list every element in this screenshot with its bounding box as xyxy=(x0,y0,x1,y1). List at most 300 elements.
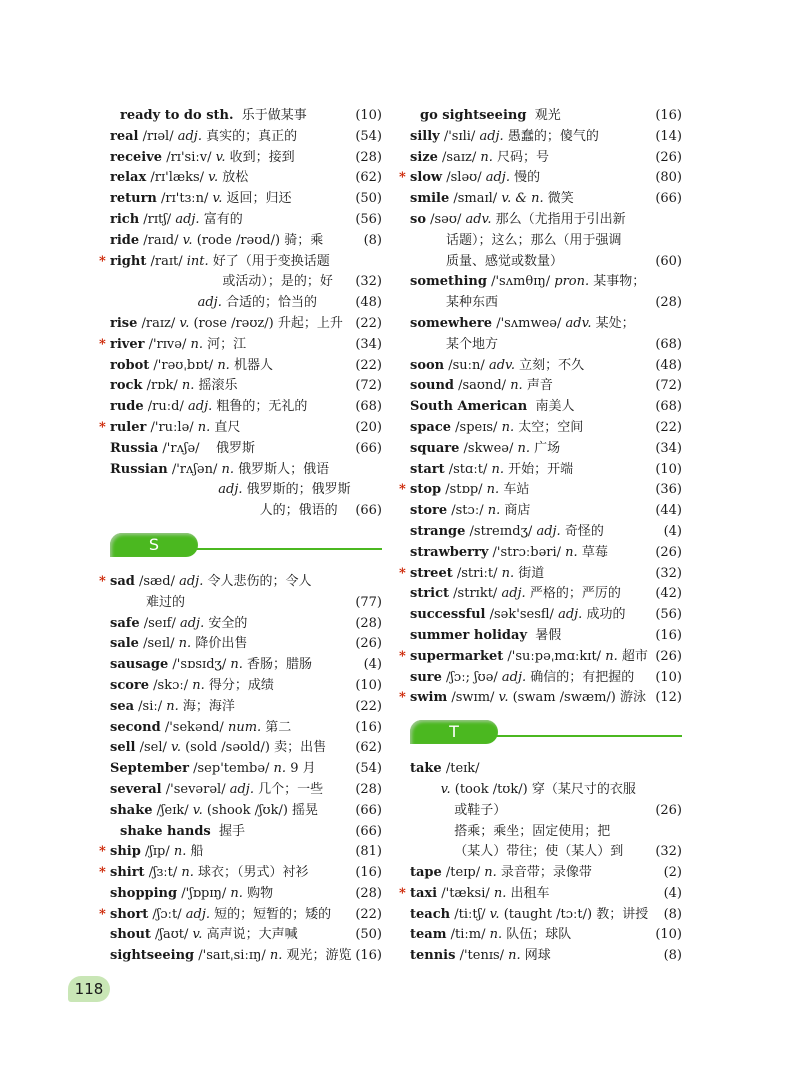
headword: tennis xyxy=(410,948,456,964)
glossary-entry xyxy=(110,376,382,397)
entry-line xyxy=(99,905,382,926)
part-of-speech: n. xyxy=(230,657,243,673)
entry-line xyxy=(410,252,682,273)
definition-text: (swam /swæm/) 游泳 xyxy=(508,690,646,706)
definition-text: /smaɪl/ xyxy=(449,191,502,207)
glossary-entry xyxy=(410,210,682,272)
entry-line xyxy=(410,905,682,926)
definition-text: 商店 xyxy=(500,503,531,519)
definition-text: 尺码；号 xyxy=(492,149,550,165)
entry-text xyxy=(110,738,326,759)
headword: real xyxy=(110,128,139,144)
definition-text: 立刻；不久 xyxy=(514,357,585,373)
entry-line xyxy=(110,614,382,635)
definition-text: 超市 xyxy=(617,648,648,664)
glossary-entry xyxy=(99,863,382,884)
entry-text xyxy=(110,480,351,501)
definition-text: 暑假 xyxy=(527,627,562,643)
definition-text: 粗鲁的；无礼的 xyxy=(212,399,308,415)
entry-line xyxy=(110,925,382,946)
entry-text xyxy=(110,272,333,293)
glossary-entry xyxy=(399,168,682,189)
definition-text: /'sɒsɪdʒ/ xyxy=(168,657,231,673)
page-reference: (68) xyxy=(655,336,682,352)
glossary-entry xyxy=(99,572,382,614)
part-of-speech: n. xyxy=(493,885,507,901)
page-reference: (66) xyxy=(355,440,382,456)
definition-text: (rode /rəʊd/) 骑；乘 xyxy=(192,232,324,248)
entry-text xyxy=(110,697,235,718)
part-of-speech: n. xyxy=(173,844,187,860)
headword: sound xyxy=(410,378,454,394)
definition-text: 观光 xyxy=(526,108,561,123)
glossary-entry xyxy=(410,522,682,543)
part-of-speech: n. xyxy=(178,636,192,652)
entry-text xyxy=(410,605,625,626)
headword: sad xyxy=(110,573,135,589)
part-of-speech: n. xyxy=(197,419,211,435)
entry-text xyxy=(110,884,273,905)
definition-text: 真实的；真正的 xyxy=(201,128,298,144)
entry-line xyxy=(399,480,682,501)
part-of-speech: adj. xyxy=(536,523,561,539)
entry-line xyxy=(110,439,382,460)
definition-text: 高声说；大声喊 xyxy=(202,927,298,943)
key-word-star-icon: * xyxy=(99,336,106,352)
part-of-speech: n. xyxy=(190,336,203,352)
key-word-star-icon: * xyxy=(99,253,106,269)
page-reference: (68) xyxy=(355,399,382,415)
page-reference: (4) xyxy=(363,657,382,673)
definition-text: /'sɪli/ xyxy=(439,128,480,144)
headword: shout xyxy=(110,927,151,943)
page-reference: (32) xyxy=(655,565,682,581)
definition-text: /'ruːlə/ xyxy=(146,419,198,435)
definition-text: 船 xyxy=(186,844,204,860)
headword: ready to do sth. xyxy=(120,108,234,123)
headword: ship xyxy=(110,844,141,860)
headword: return xyxy=(110,191,157,207)
part-of-speech: v. xyxy=(208,170,219,186)
entry-line xyxy=(99,842,382,863)
entry-line xyxy=(110,801,382,822)
definition-text: /'sʌmweə/ xyxy=(492,315,566,331)
definition-text: /skweə/ xyxy=(459,440,518,456)
entry-text xyxy=(410,252,563,273)
definition-text: 确信的；有把握的 xyxy=(526,669,635,685)
entry-text xyxy=(110,718,291,739)
entry-line xyxy=(410,189,682,210)
page-reference: (54) xyxy=(355,761,382,777)
page-reference: (68) xyxy=(655,399,682,415)
glossary-entry xyxy=(99,252,382,314)
page-reference: (10) xyxy=(655,927,682,943)
part-of-speech: adj. xyxy=(177,128,202,144)
entry-text xyxy=(410,439,560,460)
page-reference: (44) xyxy=(655,503,682,519)
entry-line xyxy=(99,252,382,273)
key-word-star-icon: * xyxy=(399,690,406,706)
glossary-entry xyxy=(110,801,382,822)
glossary-entry xyxy=(410,626,682,647)
headword: ruler xyxy=(110,419,147,435)
part-of-speech: n. xyxy=(221,461,234,477)
entry-text xyxy=(410,946,551,967)
part-of-speech: n. xyxy=(501,565,515,581)
definition-text: /ruːd/ xyxy=(143,399,188,415)
page-reference: (56) xyxy=(355,211,382,227)
definition-text: /tiːm/ xyxy=(446,927,490,943)
page-reference: (62) xyxy=(355,740,382,756)
headword: street xyxy=(410,565,453,581)
glossary-entry xyxy=(110,210,382,231)
definition-text: 海；海洋 xyxy=(178,698,235,714)
entry-text xyxy=(410,863,592,884)
entry-line xyxy=(399,688,682,709)
definition-text: 录音带；录像带 xyxy=(496,865,592,881)
definition-text: /'sʌmθɪŋ/ xyxy=(486,274,555,290)
glossary-entry xyxy=(410,418,682,439)
glossary-entry xyxy=(410,946,682,967)
entry-line xyxy=(410,626,682,647)
entry-text xyxy=(110,593,185,614)
definition-text: /streɪndʒ/ xyxy=(465,523,537,539)
definition-text: /'saɪtˌsiːɪŋ/ xyxy=(194,948,270,964)
page-reference: (10) xyxy=(355,677,382,693)
entry-text xyxy=(110,168,248,189)
headword: take xyxy=(410,761,442,777)
definition-text: 球衣；（男式）衬衫 xyxy=(193,865,309,881)
entry-line xyxy=(110,376,382,397)
definition-text: 令人悲伤的；令人 xyxy=(203,573,312,589)
entry-text xyxy=(410,168,540,189)
entry-line xyxy=(410,801,682,822)
glossary-entry xyxy=(99,418,382,439)
entry-text xyxy=(110,501,338,522)
definition-text: /sep'tembə/ xyxy=(189,761,274,777)
page-reference: (60) xyxy=(655,253,682,269)
page-reference: (26) xyxy=(655,544,682,560)
headword: space xyxy=(410,419,452,435)
glossary-entry xyxy=(410,106,682,127)
definition-text: 车站 xyxy=(499,482,530,498)
headword: shirt xyxy=(110,865,145,881)
page-reference: (28) xyxy=(355,885,382,901)
page-reference: (66) xyxy=(355,503,382,519)
definition-text: 握手 xyxy=(210,823,245,839)
definition-text: (took /tʊk/) 穿（某尺寸的衣服 xyxy=(450,781,636,797)
entry-line xyxy=(110,634,382,655)
part-of-speech: n. xyxy=(508,948,521,964)
headword: rock xyxy=(110,378,143,394)
part-of-speech: v. xyxy=(179,315,190,331)
entry-line xyxy=(110,946,382,967)
entry-line xyxy=(399,168,682,189)
definition-text: 或活动）；是的；好 xyxy=(148,274,333,290)
entry-line xyxy=(110,501,382,522)
definition-text: 俄罗斯的；俄罗斯 xyxy=(242,482,351,498)
definition-text: 收到；接到 xyxy=(225,149,295,165)
headword: river xyxy=(110,336,145,352)
definition-text: /striːt/ xyxy=(452,565,502,581)
definition-text: /swɪm/ xyxy=(447,690,499,706)
page-reference: (22) xyxy=(355,357,382,373)
definition-text: 草莓 xyxy=(577,544,608,560)
definition-text: 严格的；严厉的 xyxy=(525,586,621,602)
part-of-speech: n. xyxy=(501,419,515,435)
headword: swim xyxy=(410,690,448,706)
definition-text: /'ʃɒpɪŋ/ xyxy=(177,885,231,901)
definition-text: /'strɔːbəri/ xyxy=(488,544,566,560)
page-reference: (56) xyxy=(655,607,682,623)
definition-text: 那么（尤指用于引出新 xyxy=(491,211,626,227)
page-reference: (66) xyxy=(355,823,382,839)
definition-text: (sold /səʊld/) 卖；出售 xyxy=(180,740,327,756)
definition-text: /ʃɔː; ʃʊə/ xyxy=(441,669,502,685)
definition-text: 合适的；恰当的 xyxy=(221,295,317,311)
key-word-star-icon: * xyxy=(399,648,406,664)
definition-text: /ʃeɪk/ xyxy=(152,802,193,818)
glossary-entry xyxy=(399,884,682,905)
entry-text xyxy=(410,356,584,377)
page-reference: (20) xyxy=(355,419,382,435)
part-of-speech: n. xyxy=(484,865,497,881)
definition-text: 观光；游览 xyxy=(282,948,352,964)
headword: receive xyxy=(110,149,163,165)
part-of-speech: num. xyxy=(227,719,262,735)
part-of-speech: n. xyxy=(166,698,179,714)
entry-text xyxy=(410,905,648,926)
definition-text: 短的；短暂的；矮的 xyxy=(210,906,332,922)
definition-text: 得分；成绩 xyxy=(204,677,274,693)
definition-text: /ʃaʊt/ xyxy=(150,927,193,943)
headword: score xyxy=(110,677,150,693)
entry-line xyxy=(110,738,382,759)
definition-text: 难过的 xyxy=(146,594,186,610)
section-header-s xyxy=(110,532,382,560)
headword: September xyxy=(110,761,189,777)
part-of-speech: v. xyxy=(192,802,203,818)
entry-line xyxy=(399,564,682,585)
entry-line xyxy=(110,314,382,335)
page-reference: (28) xyxy=(355,615,382,631)
entry-text xyxy=(110,905,331,926)
glossary-entry xyxy=(410,460,682,481)
glossary-entry xyxy=(410,605,682,626)
definition-text: /ʃɜːt/ xyxy=(144,865,182,881)
entry-text xyxy=(110,252,330,273)
definition-text: 话题）；这么；那么（用于强调 xyxy=(446,232,622,248)
definition-text: 慢的 xyxy=(509,170,541,186)
definition-text: 某种东西 xyxy=(446,295,499,311)
entry-text xyxy=(410,397,574,418)
definition-text: 人的；俄语的 xyxy=(148,503,338,519)
entry-text xyxy=(110,460,329,481)
glossary-entry xyxy=(110,614,382,635)
part-of-speech: int. xyxy=(186,253,209,269)
entry-line xyxy=(110,718,382,739)
entry-text xyxy=(410,460,573,481)
definition-text: /strɪkt/ xyxy=(449,586,502,602)
glossary-entry xyxy=(399,647,682,668)
definition-text: （某人）带往；使（某人）到 xyxy=(446,844,624,860)
definition-text: /stɒp/ xyxy=(441,482,487,498)
headword: sale xyxy=(110,636,139,652)
headword: successful xyxy=(410,607,486,623)
glossary-entry xyxy=(410,272,682,314)
definition-text: 河；江 xyxy=(203,336,247,352)
entry-line xyxy=(410,314,682,335)
definition-text: 队伍；球队 xyxy=(502,927,572,943)
headword: soon xyxy=(410,357,445,373)
part-of-speech: adj. xyxy=(229,781,254,797)
entry-line xyxy=(410,106,682,127)
part-of-speech: n. xyxy=(181,378,195,394)
glossary-entry xyxy=(110,780,382,801)
glossary-entry xyxy=(99,842,382,863)
entry-text xyxy=(110,106,307,127)
entry-text xyxy=(410,801,506,822)
definition-text: 降价出售 xyxy=(191,636,248,652)
entry-line xyxy=(110,480,382,501)
page-reference: (36) xyxy=(655,482,682,498)
key-word-star-icon: * xyxy=(399,482,406,498)
page-reference: (26) xyxy=(655,648,682,664)
glossary-entry xyxy=(110,655,382,676)
definition-text: 购物 xyxy=(242,885,274,901)
entry-text xyxy=(410,543,608,564)
part-of-speech: adj. xyxy=(179,615,205,631)
definition-text: 第二 xyxy=(261,719,292,735)
page-reference: (22) xyxy=(355,698,382,714)
headword: South American xyxy=(410,399,528,415)
definition-text: 某处； xyxy=(591,315,635,331)
definition-text: /'sevərəl/ xyxy=(161,781,230,797)
entry-line xyxy=(410,335,682,356)
entry-line xyxy=(110,272,382,293)
entry-line xyxy=(110,189,382,210)
headword: smile xyxy=(410,191,450,207)
definition-text: /skɔː/ xyxy=(149,677,193,693)
definition-text: /sək'sesfl/ xyxy=(485,607,559,623)
glossary-entry xyxy=(410,397,682,418)
glossary-entry xyxy=(110,356,382,377)
part-of-speech: adj. xyxy=(175,211,200,227)
glossary-entry xyxy=(110,439,382,460)
headword: strange xyxy=(410,523,466,539)
definition-text: 网球 xyxy=(520,948,551,964)
definition-text: 太空；空间 xyxy=(514,419,584,435)
definition-text: 愚蠢的；傻气的 xyxy=(503,128,599,144)
definition-text: 某个地方 xyxy=(446,336,499,352)
definition-text: /rɒk/ xyxy=(142,378,182,394)
entry-line xyxy=(410,543,682,564)
glossary-entry xyxy=(410,584,682,605)
headword: Russian xyxy=(110,461,168,477)
glossary-column-right xyxy=(399,106,682,967)
entry-line xyxy=(410,418,682,439)
entry-line xyxy=(110,293,382,314)
entry-line xyxy=(410,148,682,169)
headword: sightseeing xyxy=(110,948,195,964)
page-reference: (72) xyxy=(355,378,382,394)
section-letter: S xyxy=(110,533,198,557)
page-reference: (22) xyxy=(655,419,682,435)
page-reference: (4) xyxy=(663,523,682,539)
glossary-entry xyxy=(410,127,682,148)
definition-text: /'tenɪs/ xyxy=(455,948,509,964)
entry-line xyxy=(410,210,682,231)
part-of-speech: v. xyxy=(192,927,203,943)
definition-text: 奇怪的 xyxy=(560,523,604,539)
entry-text xyxy=(110,356,273,377)
definition-text: /siː/ xyxy=(134,698,167,714)
glossary-entry xyxy=(410,905,682,926)
glossary-entry xyxy=(410,668,682,689)
definition-text: 俄罗斯人；俄语 xyxy=(234,461,330,477)
entry-text xyxy=(110,842,204,863)
definition-text: /sləʊ/ xyxy=(442,170,486,186)
headword: rise xyxy=(110,315,138,331)
entry-line xyxy=(410,822,682,843)
glossary-entry xyxy=(110,759,382,780)
page-reference: (32) xyxy=(355,274,382,290)
page-reference: (16) xyxy=(355,719,382,735)
definition-text: /'rəʊˌbɒt/ xyxy=(149,357,218,373)
headword: short xyxy=(110,906,149,922)
headword: start xyxy=(410,461,445,477)
entry-text xyxy=(410,148,549,169)
entry-line xyxy=(110,884,382,905)
definition-text xyxy=(148,295,198,310)
entry-text xyxy=(110,397,307,418)
headword: second xyxy=(110,719,161,735)
headword: tape xyxy=(410,865,442,881)
headword: square xyxy=(410,440,460,456)
headword: silly xyxy=(410,128,440,144)
entry-text xyxy=(410,884,550,905)
entry-text xyxy=(410,501,530,522)
entry-line xyxy=(410,127,682,148)
entry-line xyxy=(99,572,382,593)
glossary-entry xyxy=(110,697,382,718)
entry-line xyxy=(410,439,682,460)
page-reference: (62) xyxy=(355,170,382,186)
glossary-entry xyxy=(410,543,682,564)
page-reference: (16) xyxy=(355,865,382,881)
part-of-speech: n. xyxy=(230,885,243,901)
definition-text: 出租车 xyxy=(506,885,550,901)
entry-text xyxy=(110,780,323,801)
entry-line xyxy=(410,584,682,605)
entry-line xyxy=(410,522,682,543)
headword: right xyxy=(110,253,147,269)
definition-text: /suːn/ xyxy=(444,357,489,373)
part-of-speech: adj. xyxy=(185,906,210,922)
headword: safe xyxy=(110,615,140,631)
entry-text xyxy=(110,676,274,697)
definition-text: 或鞋子） xyxy=(446,802,507,818)
part-of-speech: adv. xyxy=(565,315,592,331)
page-reference: (26) xyxy=(355,636,382,652)
headword: rich xyxy=(110,211,140,227)
headword: teach xyxy=(410,906,451,922)
definition-text: 街道 xyxy=(514,565,545,581)
entry-text xyxy=(410,626,561,647)
definition-text: /rɪ'læks/ xyxy=(146,170,209,186)
definition-text: /speɪs/ xyxy=(451,419,502,435)
definition-text: 微笑 xyxy=(543,191,574,207)
